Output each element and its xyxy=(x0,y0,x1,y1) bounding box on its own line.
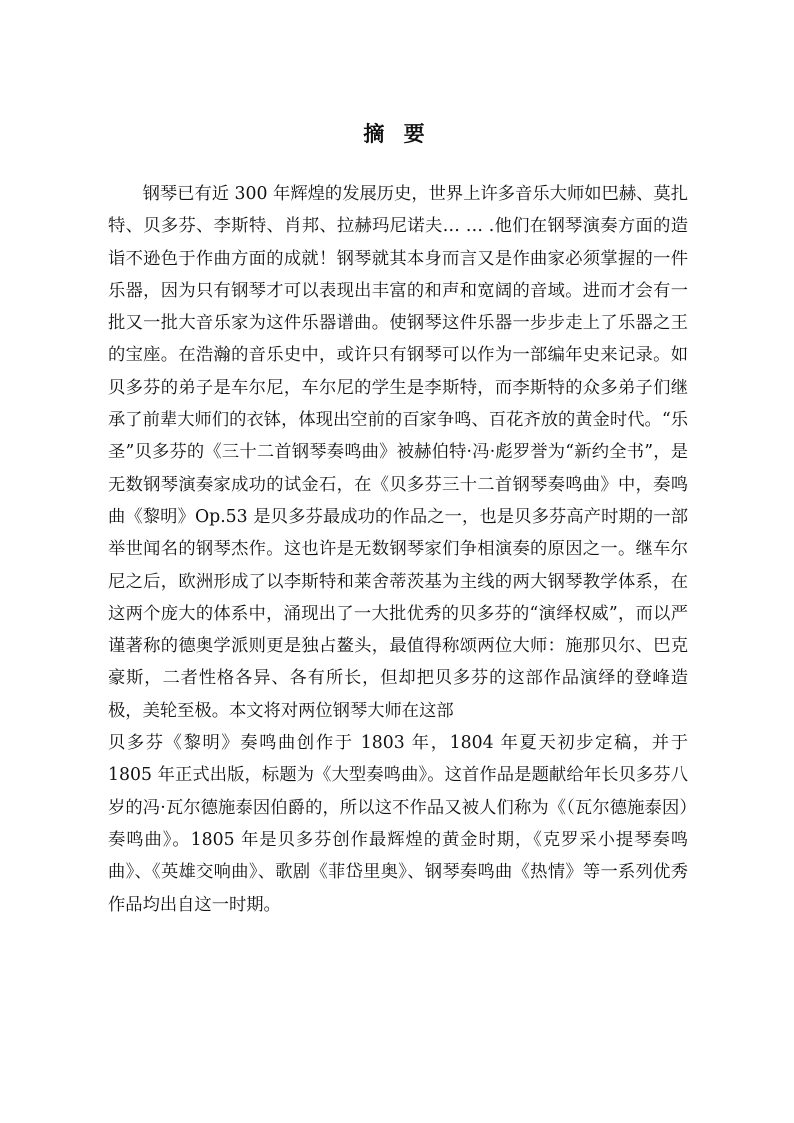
page-title: 摘 要 xyxy=(363,122,431,146)
paragraph-1: 钢琴已有近 300 年辉煌的发展历史，世界上许多音乐大师如巴赫、莫扎特、贝多芬、李斯特、肖邦、拉赫玛尼诺夫… … .他们在钢琴演奏方面的造诣不逊色于作曲方面的成就！钢琴就其本身而言又是作曲家必须掌握的一件乐器，因为只有钢琴才可以表现出丰富的和声和宽阔的音域。进而才会有一批又一批大音乐家为这件乐器谱曲。使钢琴这件乐器一步步走上了乐器之王的宝座。在浩瀚的音乐史中，或许只有钢琴可以作为一部编年史来记录。如贝多芬的弟子是车尔尼，车尔尼的学生是李斯特，而李斯特的众多弟子们继承了前辈大师们的衣钵，体现出空前的百家争鸣、百花齐放的黄金时代。“乐圣”贝多芬的《三十二首钢琴奏鸣曲》被赫伯特·冯·彪罗誉为“新约全书”，是无数钢琴演奏家成功的试金石，在《贝多芬三十二首钢琴奏鸣曲》中，奏鸣曲《黎明》Op.53 是贝多芬最成功的作品之一，也是贝多芬高产时期的一部举世闻名的钢琴杰作。这也许是无数钢琴家们争相演奏的原因之一。继车尔尼之后，欧洲形成了以李斯特和莱舍蒂茨基为主线的两大钢琴教学体系，在这两个庞大的体系中，涌现出了一大批优秀的贝多芬的“演绎权威”，而以严谨著称的德奥学派则更是独占鳌头，最值得称颂两位大师：施那贝尔、巴克豪斯，二者性格各异、各有所长，但却把贝多芬的这部作品演绎的登峰造极，美轮至极。本文将对两位钢琴大师在这部 xyxy=(108,184,688,721)
paragraph-2: 贝多芬《黎明》奏鸣曲创作于 1803 年，1804 年夏天初步定稿，并于 1805 年正式出版，标题为《大型奏鸣曲》。这首作品是题献给年长贝多芬八岁的冯·瓦尔德施泰因伯爵的，所以这不作品又被人们称为《（瓦尔德施泰因）奏鸣曲》。1805 年是贝多芬创作最辉煌的黄金时期，《克罗采小提琴奏鸣曲》、《英雄交响曲》、歌剧《菲岱里奥》、钢琴奏鸣曲《热情》等一系列优秀作品均出自这一时期。 xyxy=(108,733,688,915)
body-text xyxy=(108,178,688,921)
